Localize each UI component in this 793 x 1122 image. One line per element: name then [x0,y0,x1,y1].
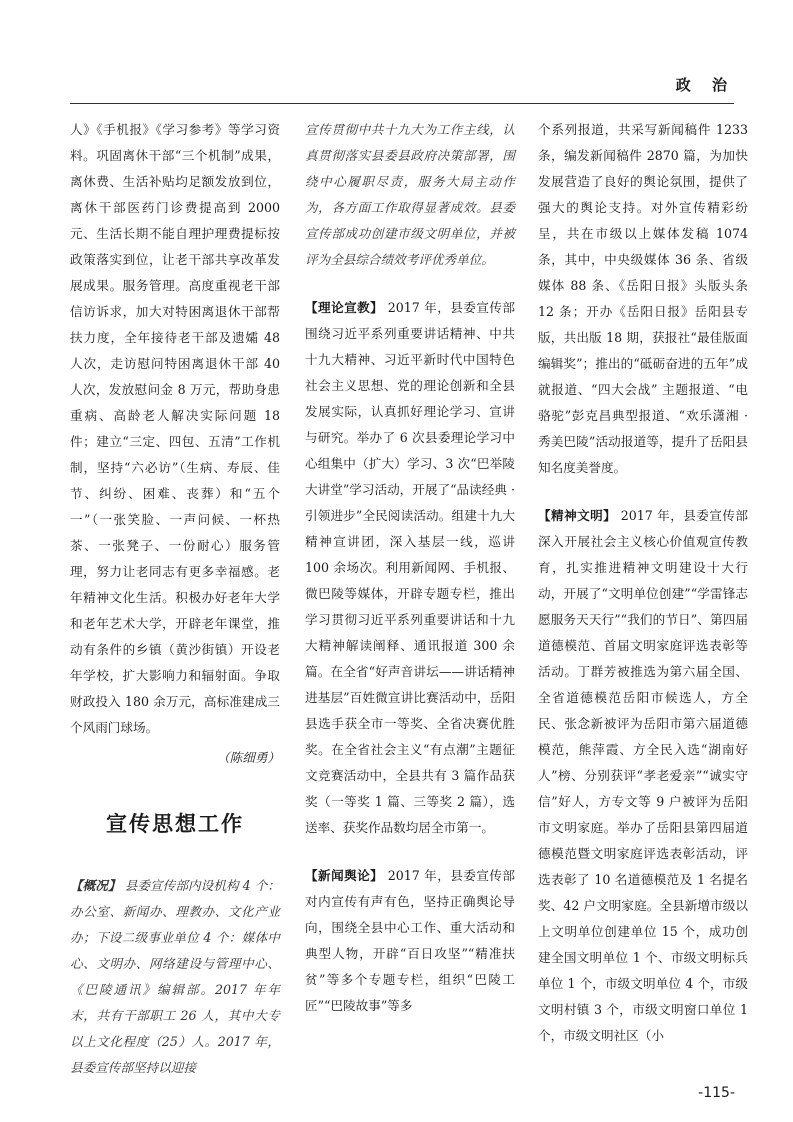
theory-text: 2017 年，县委宣传部围绕习近平系列重要讲话精神、中共十九大精神、习近平新时代中国特色社会主义思想、党的理论创新和全县发展实际，认真抓好理论学习、宣讲与研究。举办了 6 次县委理论学习中心组集中（扩大）学习、3 次“巴举陵大讲堂”学习活动，开展了“品读经典 · 引领进步”全民阅读活动。组建十九大精神宣讲团，深入基层一线，巡讲 100 余场次。利用新闻网、手机报、微巴陵等媒体，开辟专题专栏，推出学习贯彻习近平系列重要讲话和十九大精神解读阐释、通讯报道 300 余篇。在全省“好声音讲坛——讲话精神进基层”百姓微宣讲比赛活动中，岳阳县选手获全市一等奖、全省决赛优胜奖。在全省社会主义“有点潮”主题征文竞赛活动中，全县共有 3 篇作品获奖（一等奖 1 篇、三等奖 2 篇），选送率、获奖作品数均居全市第一。 [305,300,515,835]
paragraph-veteran-cadres: 人》《手机报》《学习参考》等学习资料。巩固离休干部“三个机制”成果，离休费、生活补贴均足额发放到位，离休干部医药门诊费提高到 2000 元、生活长期不能自理护理费提标按政策落实到位，让老干部共享改革发展成果。服务管理。高度重视老干部信访诉求，加大对特困离退休干部帮扶力度，全年接待老干部及遗孀 48 人次，走访慰问特困离退休干部 40 人次，发放慰问金 8 万元，帮助身患重病、高龄老人解决实际问题 18 件；建立“三定、四包、五清”工作机制，坚持“六必访”（生病、寿辰、佳节、纠纷、困难、丧葬）和“五个一”（一张笑脸、一声问候、一杯热茶、一张凳子、一份耐心）服务管理，努力让老同志有更多幸福感。老年精神文化生活。积极办好老年大学和老年艺术大学，开辟老年课堂，推动有条件的乡镇（黄沙街镇）开设老年学校，扩大影响力和辐射面。争取财政投入 180 余万元，高标准建成三个风雨门球场。 [70,122,280,735]
column-1 [70,117,280,1081]
page-header-title: 政 治 [675,76,735,94]
paragraph-continuation: 宣传贯彻中共十九大为工作主线，认真贯彻落实县委县政府决策部署，围绕中心履职尽责，服务大局主动作为，各方面工作取得显著成效。县委宣传部成功创建市级文明单位，并被评为全县综合绩效考评优秀单位。 [305,122,515,267]
paragraph-spiritual-civilization [538,503,748,1049]
column-2 [305,117,515,1019]
paragraph-news [305,863,515,1019]
page-number: -115- [698,1085,735,1101]
news-text: 2017 年，县委宣传部对内宣传有声有色，坚持正确舆论导向，围绕全县中心工作、重大活动和典型人物，开辟“百日攻坚”“精准扶贫”等多个专题专栏，组织“巴陵工匠”“巴陵故事”等多 [305,868,515,1013]
spacer [538,481,748,503]
keyword-theory: 【理论宣教】 [305,300,384,315]
header-rule [70,103,734,104]
overview-text: 县委宣传部内设机构 4 个：办公室、新闻办、理教办、文化产业办；下设二级事业单位 4 个：媒体中心、文明办、网络建设与管理中心、《巴陵通讯》编辑部。2017 年年末，共有干部职工 26 人，其中大专以上文化程度（25）人。2017 年，县委宣传部坚持以迎接 [70,878,280,1075]
spacer [305,841,515,863]
keyword-spirit: 【精神文明】 [538,508,617,523]
column-3 [538,117,748,1049]
keyword-overview: 【概况】 [70,878,121,893]
section-title: 宣传思想工作 [106,812,244,836]
paragraph-news-continuation: 个系列报道，共采写新闻稿件 1233 条，编发新闻稿件 2870 篇，为加快发展营造了良好的舆论氛围，提供了强大的舆论支持。对外宣传精彩纷呈，共在市级以上媒体发稿 1074 条，其中，中央级媒体 36 条、省级媒体 88 条、《岳阳日报》头版头条 12 条；开办《岳阳日报》岳阳县专版，共出版 18 期，获报社“最佳版面编辑奖”；推出的“砥砺奋进的五年”成就报道、“四大会战” 主题报道、“电骆驼”彭克昌典型报道、“欢乐潇湘 · 秀美巴陵”活动报道等，提升了岳阳县知名度美誉度。 [538,122,748,475]
spacer [305,273,515,295]
author-credit: （陈细勇） [217,750,280,765]
keyword-news: 【新闻舆论】 [305,868,384,883]
paragraph-theory [305,295,515,841]
paragraph-overview [70,873,280,1081]
spirit-text: 2017 年，县委宣传部深入开展社会主义核心价值观宣传教育，扎实推进精神文明建设十大行动，开展了“文明单位创建”“学雷锋志愿服务天天行”“我们的节日”、第四届道德模范、首届文明家庭评选表彰等活动。丁群芳被推选为第六届全国、全省道德模范岳阳市候选人，方全民、张念新被评为岳阳市第六届道德模范，熊萍霞、方全民入选“湖南好人”榜、分别获评“孝老爱亲”“诚实守信”好人，方专文等 9 户被评为岳阳市文明家庭。举办了岳阳县第四届道德模范暨文明家庭评选表彰活动，评选表彰了 10 名道德模范及 1 名提名奖、42 户文明家庭。全县新增市级以上文明单位创建单位 15 个，成功创建全国文明单位 1 个、市级文明标兵单位 1 个，市级文明单位 4 个，市级文明村镇 3 个，市级文明窗口单位 1 个，市级文明社区（小 [538,508,748,1043]
